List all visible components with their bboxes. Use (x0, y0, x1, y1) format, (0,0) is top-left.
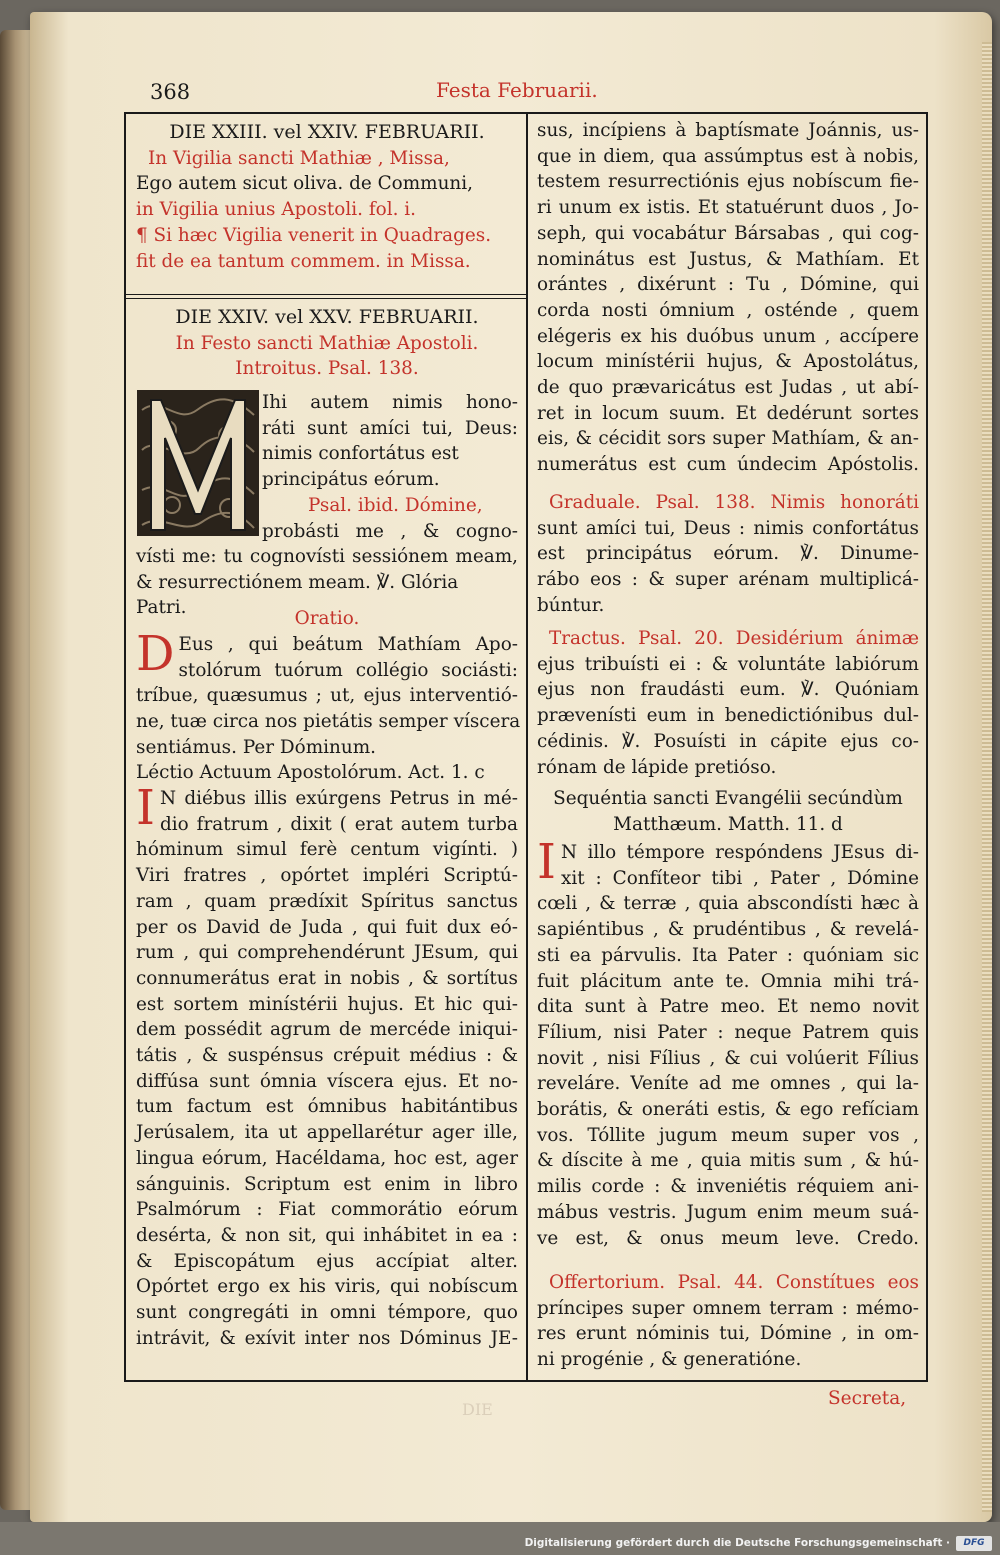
text-line: Opórtet ergo ex his viris, qui nobíscum (136, 1276, 518, 1298)
text-line: Psalmórum : Fiat commorátio eórum (136, 1199, 518, 1221)
text-line: elégeris ex his duóbus unum , accípere (537, 325, 919, 347)
text-line: ni progénie , & generatióne. (537, 1349, 802, 1371)
text-line: principátus eórum. (262, 469, 440, 491)
funding-credit: Digitalisierung gefördert durch die Deutsche Forschungsgemeinschaft · (524, 1537, 950, 1549)
text-line: vos. Tóllite jugum meum super vos , (537, 1124, 919, 1146)
section-title-feast: DIE XXIV. vel XXV. FEBRUARII. (175, 306, 479, 328)
running-head: Festa Februarii. (436, 78, 598, 102)
text-line: hóminum simul ferè centum vigínti. ) (136, 839, 518, 861)
text-line: dita sunt à Patre meo. Et nemo novit (537, 996, 919, 1018)
text-line: nominátus est Justus, & Mathíam. Et (537, 248, 919, 270)
offertorium-heading: Offertorium. Psal. 44. Constítues eos (549, 1272, 919, 1293)
text-line: seph, qui vocabátur Bársabas , qui cog- (537, 222, 919, 244)
right-column-top (537, 118, 919, 478)
text-line: fuit plácitum ante te. Omnia mihi trá- (537, 970, 919, 992)
gospel-reference: Matthæum. Matth. 11. d (613, 813, 843, 835)
text-line: probásti me , & cogno- (262, 520, 518, 542)
gospel-heading-block (537, 786, 919, 837)
text-line: stolórum tuórum collégio sociásti: (178, 659, 518, 681)
text-line: ráti sunt amíci tui, Deus: (262, 417, 518, 439)
text-line (136, 171, 518, 197)
text-line: testem resurrectiónis ejus nobíscum fie- (537, 171, 919, 193)
gospel-text (537, 834, 919, 1251)
tractus-heading: Tractus. Psal. 20. Desidérium ánimæ (549, 628, 919, 649)
lectio-heading-wrap (136, 760, 518, 786)
show-through-text: DIE (462, 1400, 493, 1419)
text-line: dio fratrum , dixit ( erat autem turba (160, 813, 518, 835)
text-line: rum , qui comprehendérunt JEsum, qui (136, 942, 518, 964)
catchword: Secreta, (828, 1388, 907, 1409)
text-line: ram , quam prædíxit Spíritus sanctus (136, 890, 518, 912)
page-fore-edge (982, 42, 992, 1512)
text-line: diffúsa sunt ómnia víscera ejus. Et no- (136, 1070, 518, 1092)
text-line: Patri. (136, 597, 187, 619)
text-line: reveláre. Veníte ad me omnes , qui la- (537, 1073, 919, 1095)
oratio-text (136, 626, 521, 761)
introit-text (262, 390, 518, 544)
text-line: est principátus eórum. ℣. Dinume- (537, 543, 919, 565)
text-line: sunt congregáti in omni témpore, quo (136, 1302, 518, 1324)
text-line: sentiámus. Per Dóminum. (136, 736, 376, 758)
section-rule-2 (126, 298, 526, 299)
graduale-block (537, 490, 919, 619)
text-line: ve est, & onus meum leve. Credo. (537, 1227, 919, 1249)
section-rule (126, 294, 526, 295)
introitus-heading: Introitus. Psal. 138. (235, 358, 419, 380)
text-line: ne, tuæ circa nos pietátis semper víscera (136, 711, 521, 733)
text-line: lingua eórum, Hacéldama, hoc est, ager (136, 1147, 518, 1169)
text-line: per os David de Juda , qui fuit dux eó- (136, 916, 518, 938)
text-line: eis, & cécidit sors super Mathíam, & an- (537, 428, 919, 450)
text-line: connumerátus erat in nobis , & sortítus (136, 967, 518, 989)
text-line: corda nosti ómnium , osténde , quem (537, 299, 919, 321)
text-line: Viri fratres , opórtet impléri Scriptú- (136, 865, 518, 887)
text-line: nimis confortátus est (262, 443, 459, 465)
right-rule (926, 112, 928, 1382)
text-line: orántes , dixérunt : Tu , Dómine, qui (537, 274, 919, 296)
previous-page-edge (0, 30, 34, 1510)
text-line: Ihi autem nimis hono- (262, 392, 518, 413)
section-title-vigil: DIE XXIII. vel XXIV. FEBRUARII. (169, 121, 485, 143)
text-line: sapiéntibus , & prudéntibus , & revelá- (537, 919, 919, 941)
tractus-block (537, 626, 919, 780)
incipit: Ego autem sicut oliva. de Communi, (136, 173, 474, 195)
left-column-top (136, 120, 518, 274)
psalm-line: Psal. ibid. Dómine, (308, 494, 483, 516)
drop-cap-i: I (136, 780, 155, 836)
rubric-line: ¶ Si hæc Vigilia venerit in Quadrages. (136, 224, 492, 246)
feast-title: In Festo sancti Mathiæ Apostoli. (175, 332, 479, 354)
sequentia-heading: Sequéntia sancti Evangélii secúndùm (553, 788, 903, 809)
text-line: Jerúsalem, ita ut appellarétur ager ille, (136, 1122, 518, 1144)
oratio-heading: Oratio. (294, 608, 360, 629)
bottom-rule (124, 1380, 928, 1382)
lectio-text (136, 780, 518, 1351)
oratio-heading-wrap (136, 606, 518, 632)
text-line: borátis, & oneráti estis, & ego refíciam (537, 1099, 919, 1121)
text-line: mábus vestris. Jugum enim meum suá- (537, 1201, 919, 1223)
text-line: prævenísti eum in benedictiónibus dul- (537, 705, 919, 727)
text-line: ret in locum suum. Et dedérunt sortes (537, 402, 919, 424)
text-line: intrávit, & exívit inter nos Dóminus JE- (136, 1327, 518, 1349)
text-line: sunt amíci tui, Deus : nimis confortátus (537, 517, 919, 539)
text-line: de quo prævaricátus est Judas , ut abí- (537, 377, 919, 399)
text-line: ejus tribuísti ei : & voluntáte labiórum (537, 653, 919, 675)
rubric-line: fit de ea tantum commem. in Missa. (136, 250, 471, 272)
text-line: & Episcopátum ejus accípiat alter. (136, 1250, 518, 1272)
text-line: N illo témpore respóndens JEsus di- (561, 842, 919, 863)
text-line: est sortem minístérii hujus. Et hic qui- (136, 993, 518, 1015)
text-line: cœli , & terræ , quia abscondísti hæc à (537, 893, 919, 915)
page-number: 368 (150, 80, 191, 104)
dfg-logo: DFG (956, 1536, 992, 1551)
text-line: & resurrectiónem meam. ℣. Glória (136, 571, 459, 593)
text-line: cédinis. ℣. Posuísti in cápite ejus co- (537, 730, 919, 752)
text-line: desérta, & non sit, qui inhábitet in ea : (136, 1224, 518, 1246)
text-line: novit , nisi Fílius , & cui volúerit Fílius (537, 1047, 919, 1069)
rubric-line: In Vigilia sancti Mathiæ , Missa, (148, 147, 450, 169)
text-line: sti ea párvulis. Ita Pater : quóniam sic (537, 944, 919, 966)
text-line: que in diem, qua assúmptus est à nobis, (537, 145, 919, 167)
text-line: tríbue, quæsumus ; ut, ejus interventió- (136, 685, 518, 707)
ornament-icon (137, 390, 259, 536)
text-line: & díscite à me , quia mitis sum , & hú- (537, 1150, 919, 1172)
text-line: ri unum ex istis. Et statuérunt duos , Jo- (537, 197, 919, 219)
text-line: tátis , & suspénsus crépuit médius : & (136, 1045, 518, 1067)
text-line: sus, incípiens à baptísmate Joánnis, us- (537, 120, 919, 141)
text-line: numerátus est cum úndecim Apóstolis. (537, 454, 919, 476)
text-line: ejus non fraudásti eum. ℣. Quóniam (537, 679, 919, 701)
lectio-heading: Léctio Actuum Apostolórum. Act. 1. c (136, 762, 485, 783)
text-line: Fílium, nisi Pater : neque Patrem quis (537, 1021, 919, 1043)
left-column-feast (136, 305, 518, 382)
text-line: tum factum est ómnibus habitántibus (136, 1096, 518, 1118)
text-line: N diébus illis exúrgens Petrus in mé- (160, 788, 518, 809)
text-line: dem possédit agrum de mercéde iniqui- (136, 1019, 518, 1041)
text-line: búntur. (537, 594, 605, 616)
text-line: locum minístérii hujus, & Apostolátus, (537, 351, 919, 373)
text-line: vísti me: tu cognovísti sessiónem meam, (136, 546, 518, 567)
text-line: res erunt nóminis tui, Dómine , in om- (537, 1323, 919, 1345)
decorated-initial-m (137, 390, 259, 536)
rubric-line: in Vigilia unius Apostoli. fol. i. (136, 199, 416, 221)
text-line: milis corde : & inveniétis réquiem ani- (537, 1176, 919, 1198)
drop-cap-i-gospel: I (537, 834, 556, 890)
text-line: rábo eos : & super arénam multiplicá- (537, 569, 919, 591)
left-rule (124, 112, 126, 1382)
text-line: rónam de lápide pretióso. (537, 756, 777, 778)
graduale-heading: Graduale. Psal. 138. Nimis honoráti (549, 492, 919, 513)
offertorium-block (537, 1270, 919, 1373)
drop-cap-d: D (136, 626, 175, 682)
column-divider (526, 112, 528, 1382)
text-line: xit : Confíteor tibi , Pater , Dómine (561, 867, 919, 889)
text-line: sánguinis. Scriptum est enim in libro (136, 1173, 518, 1195)
text-line: príncipes super omnem terram : mémo- (537, 1297, 919, 1319)
text-line: Eus , qui beátum Mathíam Apo- (178, 634, 518, 655)
